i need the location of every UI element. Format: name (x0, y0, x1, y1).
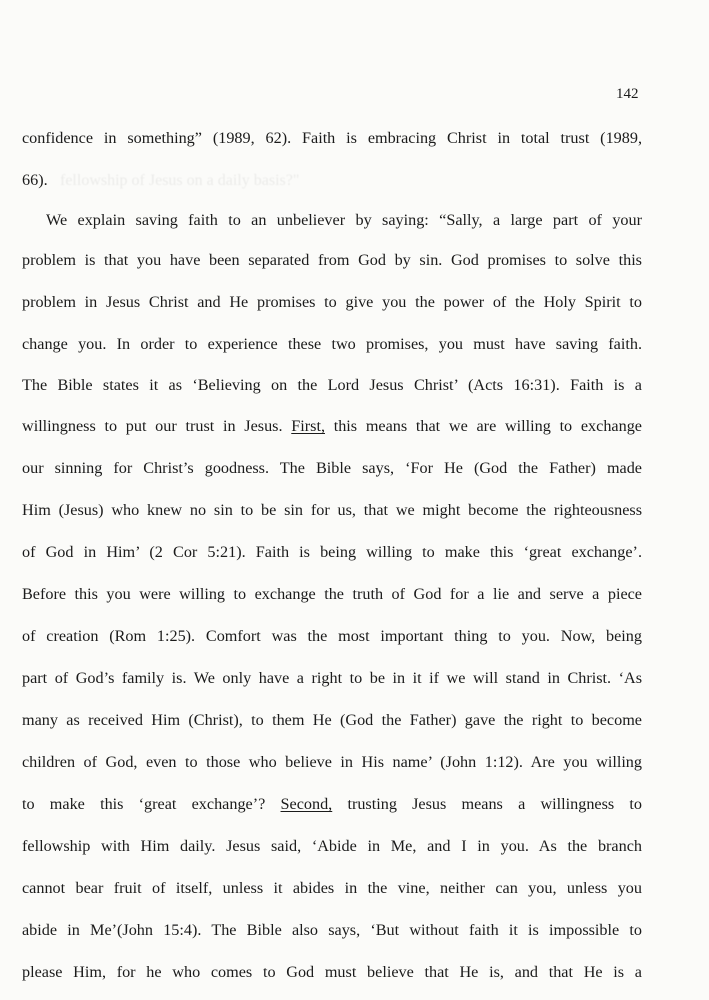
text-line: 66). (22, 171, 48, 189)
text-segment: this means that we are willing to exchange (325, 417, 642, 435)
text-segment: willingness to put our trust in Jesus. (22, 417, 292, 435)
text-line: change you. In order to experience these two promises, you must have saving faith. (22, 335, 642, 353)
underlined-word: First, (291, 417, 325, 435)
text-line: children of God, even to those who believe in His name’ (John 1:12). Are you willing (22, 753, 642, 771)
text-line: of creation (Rom 1:25). Comfort was the most important thing to you. Now, being (22, 627, 642, 645)
text-line: abide in Me’(John 15:4). The Bible also says, ‘But without faith it is impossible to (22, 921, 642, 939)
text-line: problem is that you have been separated from God by sin. God promises to solve this (22, 251, 642, 269)
text-line: problem in Jesus Christ and He promises to give you the power of the Holy Spirit to (22, 293, 642, 311)
text-line: The Bible states it as ‘Believing on the Lord Jesus Christ’ (Acts 16:31). Faith is a (22, 376, 642, 394)
text-line: our sinning for Christ’s goodness. The Bible says, ‘For He (God the Father) made (22, 459, 642, 477)
text-line: confidence in something” (1989, 62). Faith is embracing Christ in total trust (1989, (22, 129, 642, 147)
text-line: We explain saving faith to an unbeliever by saying: “Sally, a large part of your (46, 211, 642, 229)
underlined-word: Second, (280, 795, 333, 813)
text-line: many as received Him (Christ), to them He (God the Father) gave the right to become (22, 711, 642, 729)
text-line (22, 416, 642, 436)
text-line: fellowship with Him daily. Jesus said, ‘Abide in Me, and I in you. As the branch (22, 837, 642, 855)
text-line: Before this you were willing to exchange the truth of God for a lie and serve a piece (22, 585, 642, 603)
text-line (22, 794, 642, 814)
text-line: cannot bear fruit of itself, unless it abides in the vine, neither can you, unless you (22, 879, 642, 897)
text-segment: trusting Jesus means a willingness to (332, 795, 643, 813)
bleed-through-text: fellowship of Jesus on a daily basis?" (60, 172, 300, 189)
text-line: part of God’s family is. We only have a right to be in it if we will stand in Christ. ‘As (22, 669, 642, 687)
text-line: please Him, for he who comes to God must believe that He is, and that He is a (22, 963, 642, 981)
text-line: of God in Him’ (2 Cor 5:21). Faith is being willing to make this ‘great exchange’. (22, 543, 642, 561)
text-segment: to make this ‘great exchange’? (22, 795, 281, 813)
page-number: 142 (616, 86, 639, 102)
text-line: Him (Jesus) who knew no sin to be sin for us, that we might become the righteousness (22, 501, 642, 519)
